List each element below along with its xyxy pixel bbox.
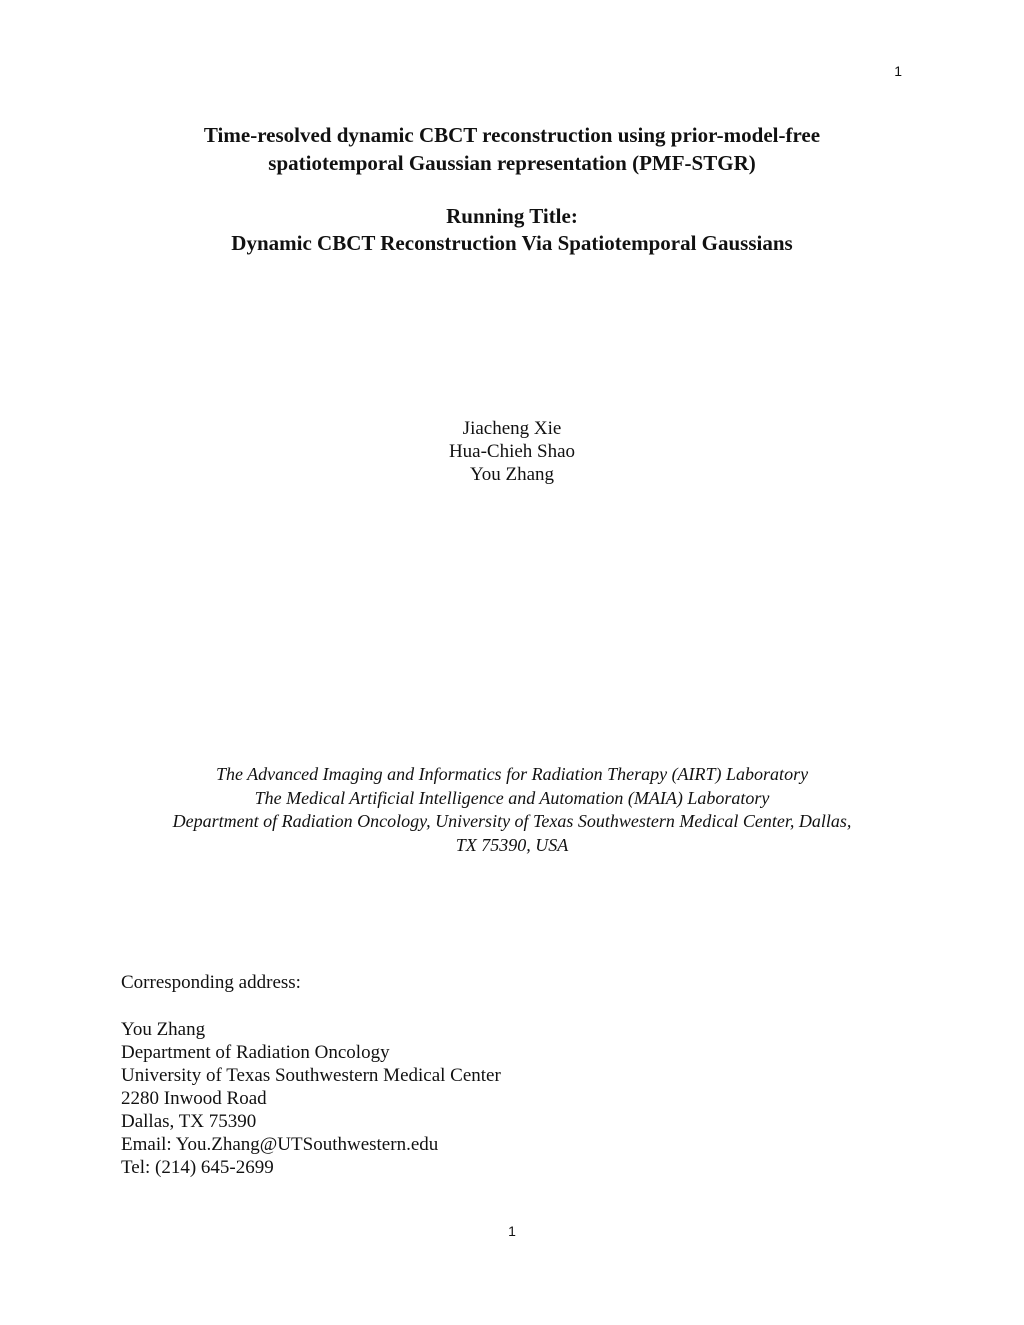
corresponding-institution: University of Texas Southwestern Medical Center: [121, 1065, 501, 1086]
corresponding-tel: Tel: (214) 645-2699: [121, 1157, 274, 1178]
author-name: Jiacheng Xie: [462, 418, 562, 439]
affiliation-line: TX 75390, USA: [455, 834, 569, 855]
author-list: [0, 417, 1024, 486]
affiliations: [0, 763, 1024, 857]
affiliation-line: The Advanced Imaging and Informatics for Radiation Therapy (AIRT) Laboratory: [215, 764, 809, 784]
running-title-text: Dynamic CBCT Reconstruction Via Spatiotemporal Gaussians: [231, 231, 793, 255]
corresponding-department: Department of Radiation Oncology: [121, 1042, 390, 1063]
page-number-bottom: 1: [508, 1223, 516, 1239]
paper-title: [0, 121, 1024, 177]
corresponding-email[interactable]: Email: You.Zhang@UTSouthwestern.edu: [121, 1134, 439, 1155]
author-name: Hua-Chieh Shao: [448, 441, 576, 462]
page-number-top: 1: [894, 63, 902, 79]
running-title: [0, 203, 1024, 257]
corresponding-city: Dallas, TX 75390: [121, 1111, 257, 1132]
corresponding-address: [121, 1018, 501, 1179]
corresponding-heading: Corresponding address:: [121, 972, 301, 993]
affiliation-line: The Medical Artificial Intelligence and Automation (MAIA) Laboratory: [254, 787, 770, 808]
running-title-label: Running Title:: [446, 204, 578, 228]
corresponding-street: 2280 Inwood Road: [121, 1088, 267, 1109]
title-line-2: spatiotemporal Gaussian representation (PMF-STGR): [268, 151, 756, 175]
author-name: You Zhang: [469, 464, 555, 485]
affiliation-line: Department of Radiation Oncology, University of Texas Southwestern Medical Center, Dallas,: [172, 811, 852, 831]
title-line-1: Time-resolved dynamic CBCT reconstruction using prior-model-free: [203, 123, 821, 147]
corresponding-name: You Zhang: [121, 1019, 206, 1040]
